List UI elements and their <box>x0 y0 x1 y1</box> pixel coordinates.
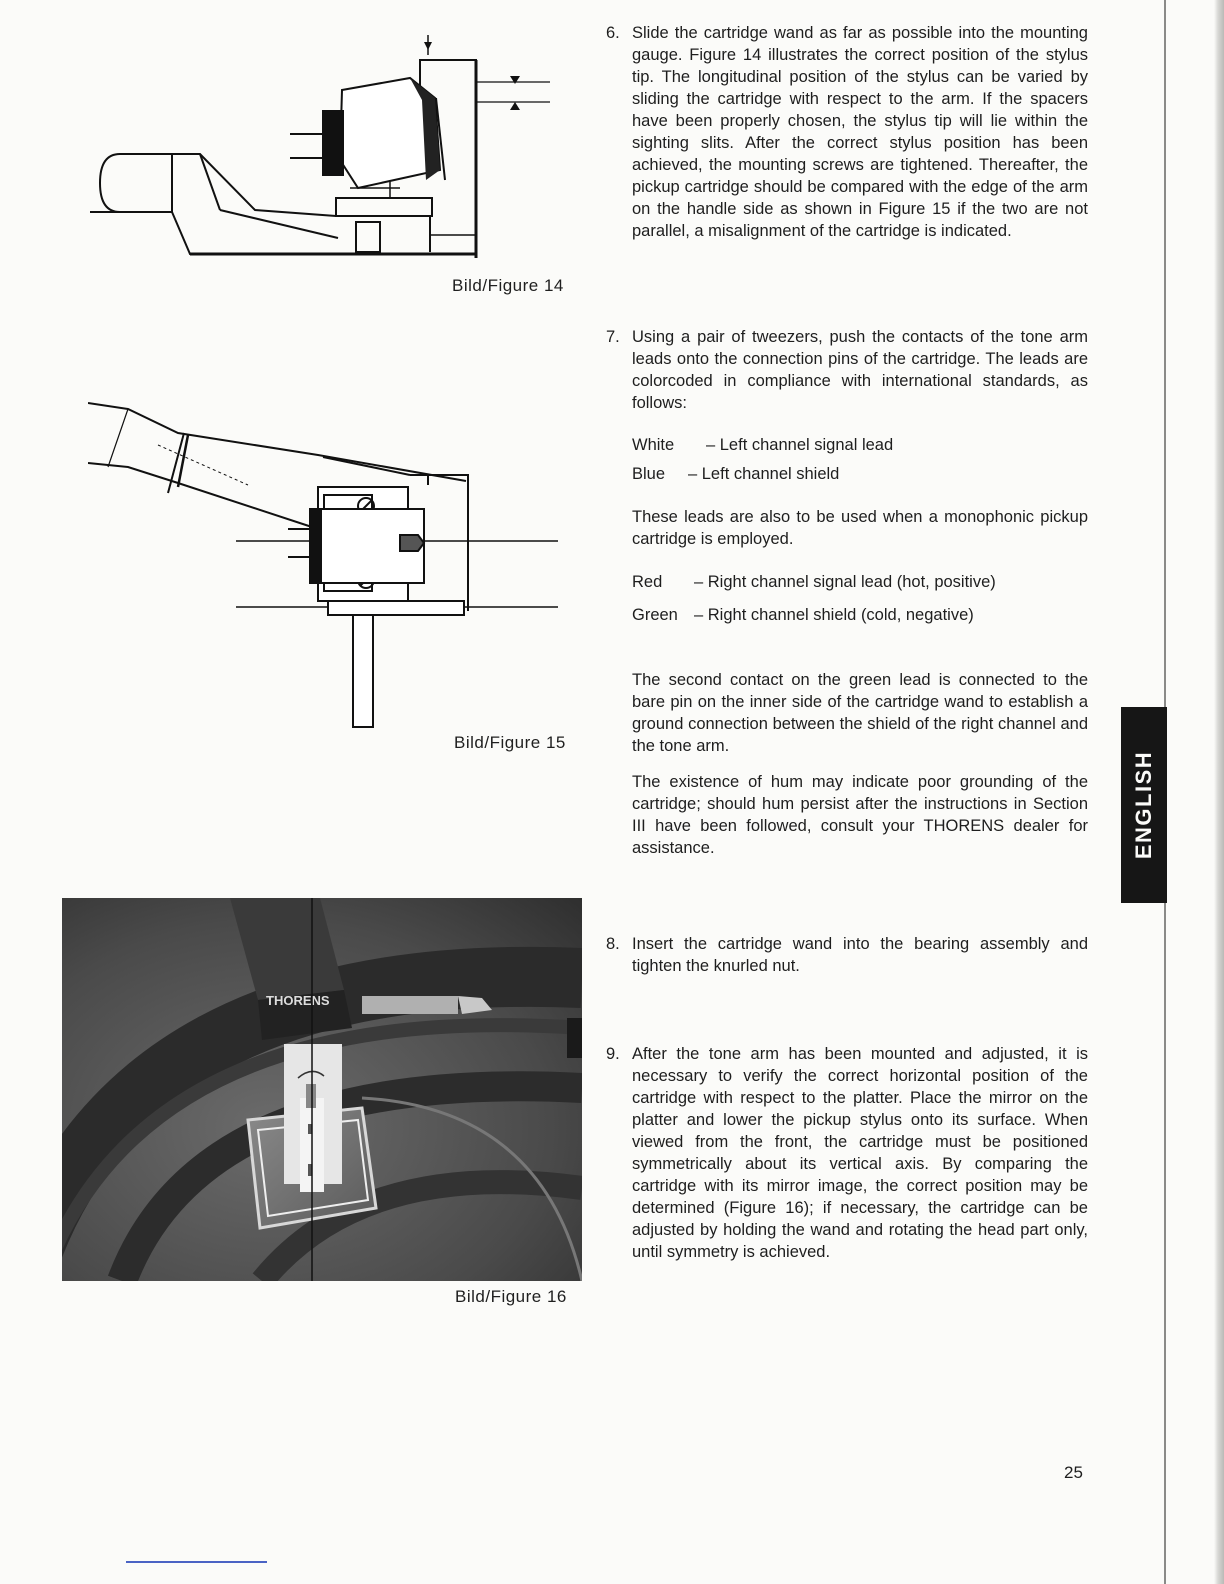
step-7 <box>606 326 1088 859</box>
figure-16-caption: Bild/Figure 16 <box>455 1287 567 1306</box>
step-8-number: 8. <box>606 935 620 953</box>
figure-16-logo: THORENS <box>266 993 330 1008</box>
lead-desc-red: – Right channel signal lead (hot, positive) <box>694 573 996 591</box>
lead-row-blue <box>606 463 1088 485</box>
figure-15-caption: Bild/Figure 15 <box>454 733 566 752</box>
footer-rule <box>126 1561 267 1563</box>
lead-color-blue: Blue <box>632 465 666 483</box>
lead-color-white: White <box>632 436 675 454</box>
step-6-number: 6. <box>606 24 620 42</box>
step-9-text: After the tone arm has been mounted and adjusted, it is necessary to verify the correct horizontal position of the cartridge with respect to the platter. Place the mirror on the platter and lower the pickup stylus onto its surface. When viewed from the front, the cartridge must be positioned symmetrically about its vertical axis. By comparing the cartridge with its mirror image, the correct position may be determined (Figure 16); if necessary, the cartridge can be adjusted by holding the wand and rotating the head part only, until symmetry is achieved. <box>632 1045 1088 1261</box>
step-9 <box>606 1043 1088 1263</box>
figure-15-diagram <box>88 395 562 737</box>
mono-note: These leads are also to be used when a monophonic pickup cartridge is employed. <box>632 508 1088 548</box>
step-7-number: 7. <box>606 328 620 346</box>
step-7-text: Using a pair of tweezers, push the contacts of the tone arm leads onto the connection pins of the cartridge. The leads are colorcoded in compliance with international standards, as follows: <box>632 328 1088 412</box>
lead-desc-blue: – Left channel shield <box>688 465 840 483</box>
page-number: 25 <box>1064 1463 1083 1482</box>
lead-row-green <box>606 604 1088 626</box>
ground-note: The second contact on the green lead is connected to the bare pin on the inner side of the cartridge wand to establish a ground connection between the shield of the right channel and the tone arm. <box>632 671 1088 755</box>
hum-note: The existence of hum may indicate poor grounding of the cartridge; should hum persist after the instructions in Section III have been followed, consult your THORENS dealer for assistance. <box>632 773 1088 857</box>
page-edge-shadow <box>1164 0 1224 1584</box>
lead-desc-green: – Right channel shield (cold, negative) <box>694 606 974 624</box>
step-6 <box>606 22 1088 242</box>
lead-color-red: Red <box>632 573 663 591</box>
language-tab-label: ENGLISH <box>1131 750 1157 860</box>
figure-14-caption: Bild/Figure 14 <box>452 276 564 295</box>
step-8 <box>606 933 1088 977</box>
step-6-text: Slide the cartridge wand as far as possible into the mounting gauge. Figure 14 illustrates the correct position of the stylus tip. The longitudinal position of the stylus can be varied by sliding the cartridge with respect to the arm. If the spacers have been properly chosen, the stylus tip will lie within the sighting slits. After the correct stylus position has been achieved, the mounting screws are tightened. Thereafter, the pickup cartridge should be compared with the edge of the arm on the handle side as shown in Figure 15 if the two are not parallel, a misalignment of the cartridge is indicated. <box>632 24 1088 240</box>
language-tab <box>1121 707 1167 903</box>
lead-row-white <box>606 434 1088 456</box>
lead-row-red <box>606 571 1088 593</box>
figure-16-photo <box>62 898 582 1281</box>
lead-desc-white: – Left channel signal lead <box>706 436 894 454</box>
step-9-number: 9. <box>606 1045 620 1063</box>
step-8-text: Insert the cartridge wand into the bearing assembly and tighten the knurled nut. <box>632 935 1088 975</box>
figure-14-diagram <box>90 30 560 270</box>
lead-color-green: Green <box>632 606 678 624</box>
